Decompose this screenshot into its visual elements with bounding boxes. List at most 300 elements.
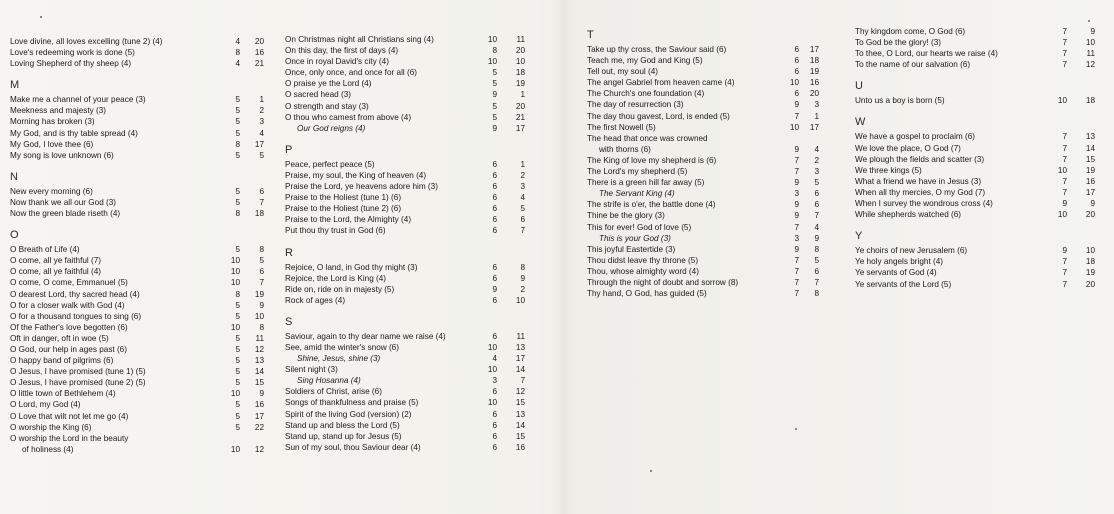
hymn-title: Tell out, my soul (4) xyxy=(587,67,658,77)
hymn-book-number: 5 xyxy=(235,106,240,116)
hymn-title: O God, our help in ages past (6) xyxy=(10,344,127,354)
hymn-entry xyxy=(10,128,268,139)
hymn-title: We three kings (5) xyxy=(855,165,922,175)
hymn-page-number: 12 xyxy=(254,444,264,454)
hymn-book-number: 6 xyxy=(492,215,497,225)
hymn-page-number: 1 xyxy=(520,159,525,169)
hymn-book-number: 5 xyxy=(235,186,240,196)
paper-speck xyxy=(650,470,652,472)
hymn-page-number: 13 xyxy=(1085,132,1095,142)
hymn-page-number: 14 xyxy=(515,420,525,430)
hymn-page-number: 16 xyxy=(809,78,819,88)
hymn-book-number: 4 xyxy=(235,37,240,46)
hymn-entry xyxy=(285,34,535,45)
hymn-entry xyxy=(587,288,819,299)
hymn-entry xyxy=(285,386,535,397)
hymn-entry xyxy=(855,154,1105,165)
hymn-title: O dearest Lord, thy sacred head (4) xyxy=(10,289,140,299)
hymn-title: O happy band of pilgrims (6) xyxy=(10,356,114,366)
hymn-book-number: 7 xyxy=(794,289,799,299)
hymn-entry xyxy=(285,112,535,123)
hymn-title: Stand up, stand up for Jesus (5) xyxy=(285,431,402,441)
hymn-page-number: 5 xyxy=(259,256,264,266)
hymn-page-number: 12 xyxy=(515,387,525,397)
hymn-book-number: 7 xyxy=(1062,279,1067,289)
hymn-entry xyxy=(285,45,535,56)
hymn-book-number: 7 xyxy=(1062,268,1067,278)
hymn-entry xyxy=(10,333,268,344)
hymn-page-number: 15 xyxy=(254,378,264,388)
hymn-book-number: 9 xyxy=(492,90,497,100)
hymn-book-number: 5 xyxy=(235,245,240,255)
hymn-title: Ye servants of the Lord (5) xyxy=(855,279,952,289)
hymn-title: O come, O come, Emmanuel (5) xyxy=(10,278,128,288)
hymn-page-number: 7 xyxy=(520,226,525,236)
hymn-book-number: 9 xyxy=(1062,199,1067,209)
hymn-entry xyxy=(285,56,535,67)
hymn-page-number: 3 xyxy=(814,167,819,177)
hymn-title: Rock of ages (4) xyxy=(285,295,346,305)
hymn-entry xyxy=(10,58,268,69)
hymn-book-number: 6 xyxy=(492,193,497,203)
hymn-book-number: 5 xyxy=(492,79,497,89)
hymn-title: There is a green hill far away (5) xyxy=(587,178,705,188)
hymn-book-number: 10 xyxy=(1057,165,1067,175)
hymn-title: Ye choirs of new Jerusalem (6) xyxy=(855,246,968,256)
hymn-entry xyxy=(855,198,1105,209)
hymn-page-number: 11 xyxy=(516,35,525,44)
hymn-title: The Lord's my shepherd (5) xyxy=(587,167,688,177)
hymn-page-number: 20 xyxy=(254,37,264,46)
hymn-page-number: 22 xyxy=(254,422,264,432)
hymn-page-number: 8 xyxy=(259,245,264,255)
hymn-entry xyxy=(10,322,268,333)
hymn-page-number: 14 xyxy=(515,365,525,375)
hymn-entry xyxy=(587,99,819,110)
hymn-title: The first Nowell (5) xyxy=(587,122,656,132)
hymn-page-number: 6 xyxy=(814,189,819,199)
hymn-page-number: 3 xyxy=(259,117,264,127)
hymn-title: We love the place, O God (7) xyxy=(855,143,961,153)
hymn-title: What a friend we have in Jesus (3) xyxy=(855,176,982,186)
hymn-entry xyxy=(855,165,1105,176)
hymn-page-number: 4 xyxy=(520,193,525,203)
hymn-page-number: 9 xyxy=(259,300,264,310)
hymn-page-number: 19 xyxy=(1085,268,1095,278)
hymn-page-number: 17 xyxy=(1085,187,1095,197)
section-letter-t: T xyxy=(587,29,595,41)
hymn-page-number: 8 xyxy=(814,289,819,299)
hymn-book-number: 10 xyxy=(230,322,240,332)
hymn-book-number: 5 xyxy=(235,422,240,432)
hymn-page-number: 18 xyxy=(515,68,525,78)
hymn-title: O come, all ye faithful (7) xyxy=(10,256,102,266)
hymn-page-number: 7 xyxy=(259,278,264,288)
hymn-page-number: 17 xyxy=(809,45,819,54)
hymn-book-number: 6 xyxy=(492,331,497,341)
hymn-title: The King of love my shepherd is (6) xyxy=(587,155,717,165)
hymn-book-number: 5 xyxy=(235,333,240,343)
hymn-page-number: 5 xyxy=(814,255,819,265)
hymn-page-number: 9 xyxy=(1090,27,1095,36)
hymn-entry xyxy=(285,273,535,284)
hymn-page-number: 14 xyxy=(254,367,264,377)
hymn-book-number: 5 xyxy=(235,300,240,310)
hymn-book-number: 10 xyxy=(230,278,240,288)
hymn-title: Once, only once, and once for all (6) xyxy=(285,68,417,78)
hymn-title: Ye holy angels bright (4) xyxy=(855,257,943,267)
hymn-title: On this day, the first of days (4) xyxy=(285,46,399,56)
hymn-title: See, amid the winter's snow (6) xyxy=(285,342,399,352)
hymn-book-number: 7 xyxy=(794,266,799,276)
hymn-book-number: 10 xyxy=(230,267,240,277)
hymn-title: Our God reigns (4) xyxy=(297,123,366,133)
hymn-book-number: 8 xyxy=(235,48,240,58)
hymn-book-number: 5 xyxy=(235,400,240,410)
hymn-book-number: 7 xyxy=(1062,176,1067,186)
section-letter-m: M xyxy=(10,79,20,92)
hymn-title: The day of resurrection (3) xyxy=(587,100,684,110)
hymn-book-number: 7 xyxy=(794,255,799,265)
hymn-title: The strife is o'er, the battle done (4) xyxy=(587,200,716,210)
hymn-book-number: 9 xyxy=(492,284,497,294)
hymn-page-number: 9 xyxy=(520,273,525,283)
hymn-title: Thy hand, O God, has guided (5) xyxy=(587,289,707,299)
hymn-entry xyxy=(10,311,268,322)
hymn-page-number: 18 xyxy=(809,56,819,66)
hymn-title: On Christmas night all Christians sing (4) xyxy=(285,35,434,44)
hymn-title: While shepherds watched (6) xyxy=(855,210,962,220)
hymn-page-number: 6 xyxy=(814,200,819,210)
hymn-entry xyxy=(10,422,268,433)
hymn-book-number: 7 xyxy=(794,222,799,232)
hymn-entry xyxy=(855,279,1105,290)
hymn-page-number: 8 xyxy=(520,262,525,272)
hymn-book-number: 10 xyxy=(1057,96,1067,106)
hymn-book-number: 6 xyxy=(492,159,497,169)
hymn-title: O Jesus, I have promised (tune 2) (5) xyxy=(10,378,146,388)
hymn-page-number: 9 xyxy=(1090,199,1095,209)
hymn-page-number: 17 xyxy=(515,354,525,364)
hymn-page-number: 17 xyxy=(809,122,819,132)
hymn-entry xyxy=(285,203,535,214)
hymn-title: Unto us a boy is born (5) xyxy=(855,96,945,106)
hymn-title: Saviour, again to thy dear name we raise (4) xyxy=(285,331,446,341)
hymn-page-number: 16 xyxy=(254,48,264,58)
hymn-book-number: 7 xyxy=(1062,154,1067,164)
hymn-title: Make me a channel of your peace (3) xyxy=(10,95,146,105)
hymn-entry xyxy=(855,37,1105,48)
hymn-book-number: 9 xyxy=(794,244,799,254)
hymn-entry xyxy=(855,267,1105,278)
hymn-page-number: 9 xyxy=(259,389,264,399)
hymn-title: Love divine, all loves excelling (tune 2) (4) xyxy=(10,37,163,46)
hymn-title: O Love that wilt not let me go (4) xyxy=(10,411,129,421)
hymn-book-number: 7 xyxy=(1062,187,1067,197)
hymn-title: Praise, my soul, the King of heaven (4) xyxy=(285,170,427,180)
hymn-entry xyxy=(855,131,1105,142)
index-column-3 xyxy=(587,29,819,299)
hymn-page-number: 17 xyxy=(254,411,264,421)
hymn-book-number: 10 xyxy=(230,256,240,266)
hymn-book-number: 6 xyxy=(794,67,799,77)
hymn-title: Shine, Jesus, shine (3) xyxy=(297,354,381,364)
hymn-title: Of the Father's love begotten (6) xyxy=(10,322,128,332)
hymn-entry xyxy=(855,26,1105,37)
hymn-title: O sacred head (3) xyxy=(285,90,351,100)
hymn-book-number: 6 xyxy=(492,170,497,180)
hymn-title: O for a closer walk with God (4) xyxy=(10,300,125,310)
hymn-page-number: 20 xyxy=(515,46,525,56)
hymn-book-number: 5 xyxy=(492,68,497,78)
hymn-title: Stand up and bless the Lord (5) xyxy=(285,420,400,430)
hymn-page-number: 15 xyxy=(515,431,525,441)
hymn-entry xyxy=(10,289,268,300)
hymn-book-number: 6 xyxy=(492,262,497,272)
hymn-entry xyxy=(10,186,268,197)
section-letter-o: O xyxy=(10,229,20,242)
hymn-book-number: 7 xyxy=(1062,143,1067,153)
hymn-book-number: 10 xyxy=(487,365,497,375)
hymn-page-number: 2 xyxy=(814,155,819,165)
hymn-title: Teach me, my God and King (5) xyxy=(587,56,703,66)
hymn-entry xyxy=(855,187,1105,198)
hymn-entry xyxy=(285,181,535,192)
hymn-page-number: 20 xyxy=(1085,279,1095,289)
hymn-title: O worship the King (6) xyxy=(10,422,92,432)
hymn-entry xyxy=(587,255,819,266)
hymn-page-number: 7 xyxy=(520,376,525,386)
hymn-entry xyxy=(285,192,535,203)
hymn-entry xyxy=(10,47,268,58)
hymn-entry xyxy=(10,344,268,355)
hymn-book-number: 5 xyxy=(235,197,240,207)
hymn-book-number: 10 xyxy=(789,122,799,132)
hymn-book-number: 8 xyxy=(235,139,240,149)
hymn-book-number: 6 xyxy=(492,442,497,452)
hymn-entry xyxy=(855,59,1105,70)
hymn-title: Meekness and majesty (3) xyxy=(10,106,107,116)
hymn-title: Praise to the Lord, the Almighty (4) xyxy=(285,215,412,225)
hymn-title: with thorns (6) xyxy=(599,144,651,154)
section-letter-u: U xyxy=(855,80,864,93)
hymn-title: Put thou thy trust in God (6) xyxy=(285,226,386,236)
hymn-entry xyxy=(285,364,535,375)
hymn-title: O thou who camest from above (4) xyxy=(285,112,412,122)
hymn-entry xyxy=(587,133,819,144)
hymn-book-number: 6 xyxy=(492,387,497,397)
hymn-entry xyxy=(285,397,535,408)
index-column-1 xyxy=(10,36,268,455)
hymn-entry xyxy=(285,284,535,295)
hymn-book-number: 9 xyxy=(794,178,799,188)
hymn-book-number: 10 xyxy=(487,57,497,67)
hymn-title: Through the night of doubt and sorrow (8) xyxy=(587,277,739,287)
hymn-page-number: 2 xyxy=(520,284,525,294)
hymn-entry xyxy=(285,159,535,170)
hymn-page-number: 7 xyxy=(814,277,819,287)
hymn-book-number: 5 xyxy=(235,378,240,388)
hymn-entry xyxy=(285,214,535,225)
hymn-entry xyxy=(285,78,535,89)
hymn-page-number: 2 xyxy=(520,170,525,180)
hymn-page-number: 8 xyxy=(259,322,264,332)
hymn-page-number: 16 xyxy=(1085,176,1095,186)
hymn-title: My God, and is thy table spread (4) xyxy=(10,128,138,138)
paper-speck xyxy=(40,16,42,18)
hymn-title: The head that once was crowned xyxy=(587,133,708,143)
hymn-entry xyxy=(10,266,268,277)
hymn-entry xyxy=(587,88,819,99)
hymn-page-number: 13 xyxy=(515,342,525,352)
hymn-title: This is your God (3) xyxy=(599,233,671,243)
hymn-page-number: 6 xyxy=(814,266,819,276)
hymn-book-number: 5 xyxy=(235,128,240,138)
hymn-title: Peace, perfect peace (5) xyxy=(285,159,375,169)
hymn-title: Thy kingdom come, O God (6) xyxy=(855,27,966,36)
hymn-entry xyxy=(10,300,268,311)
hymn-book-number: 10 xyxy=(487,35,497,44)
hymn-entry xyxy=(587,210,819,221)
hymn-book-number: 8 xyxy=(235,209,240,219)
hymn-book-number: 10 xyxy=(1057,210,1067,220)
hymn-entry xyxy=(587,222,819,233)
hymn-entry xyxy=(10,94,268,105)
hymn-entry xyxy=(587,77,819,88)
hymn-book-number: 6 xyxy=(492,226,497,236)
hymn-entry xyxy=(855,245,1105,256)
hymn-book-number: 3 xyxy=(794,189,799,199)
hymn-book-number: 9 xyxy=(492,123,497,133)
hymn-book-number: 10 xyxy=(230,389,240,399)
hymn-title: The angel Gabriel from heaven came (4) xyxy=(587,78,735,88)
hymn-entry xyxy=(10,139,268,150)
hymn-page-number: 17 xyxy=(515,123,525,133)
hymn-title: O for a thousand tongues to sing (6) xyxy=(10,311,142,321)
hymn-title: Spirit of the living God (version) (2) xyxy=(285,409,412,419)
hymn-page-number: 5 xyxy=(259,150,264,160)
hymn-book-number: 4 xyxy=(235,59,240,69)
hymn-title: Oft in danger, oft in woe (5) xyxy=(10,333,109,343)
hymn-page-number: 1 xyxy=(814,111,819,121)
hymn-title: Praise to the Holiest (tune 1) (6) xyxy=(285,193,402,203)
index-column-4 xyxy=(855,26,1105,290)
hymn-book-number: 6 xyxy=(794,56,799,66)
hymn-title: Thine be the glory (3) xyxy=(587,211,665,221)
hymn-book-number: 3 xyxy=(794,233,799,243)
hymn-title: To God be the glory! (3) xyxy=(855,38,942,48)
hymn-book-number: 9 xyxy=(794,100,799,110)
hymn-entry xyxy=(587,233,819,244)
section-letter-n: N xyxy=(10,170,19,183)
hymn-book-number: 7 xyxy=(794,111,799,121)
hymn-entry xyxy=(587,244,819,255)
hymn-title: Praise to the Holiest (tune 2) (6) xyxy=(285,204,402,214)
hymn-book-number: 7 xyxy=(1062,132,1067,142)
section-letter-y: Y xyxy=(855,230,863,243)
hymn-book-number: 5 xyxy=(235,95,240,105)
hymn-page-number: 14 xyxy=(1085,143,1095,153)
hymn-title: Soldiers of Christ, arise (6) xyxy=(285,387,382,397)
hymn-page-number: 21 xyxy=(254,59,264,69)
hymn-entry xyxy=(10,105,268,116)
hymn-book-number: 9 xyxy=(1062,246,1067,256)
hymn-book-number: 10 xyxy=(789,78,799,88)
hymn-book-number: 9 xyxy=(794,211,799,221)
hymn-entry xyxy=(587,144,819,155)
hymn-page-number: 6 xyxy=(259,186,264,196)
hymn-title: The day thou gavest, Lord, is ended (5) xyxy=(587,111,730,121)
hymn-page-number: 5 xyxy=(814,178,819,188)
hymn-entry xyxy=(855,256,1105,267)
hymn-title: Loving Shepherd of thy sheep (4) xyxy=(10,59,132,69)
hymn-entry xyxy=(285,331,535,342)
hymn-entry xyxy=(10,444,268,455)
hymn-page-number: 20 xyxy=(515,101,525,111)
hymn-entry xyxy=(285,431,535,442)
hymn-page-number: 17 xyxy=(254,139,264,149)
hymn-book-number: 6 xyxy=(492,273,497,283)
hymn-book-number: 7 xyxy=(794,277,799,287)
hymn-entry xyxy=(855,209,1105,220)
hymn-page-number: 13 xyxy=(515,409,525,419)
hymn-page-number: 19 xyxy=(515,79,525,89)
hymn-page-number: 3 xyxy=(520,182,525,192)
hymn-entry xyxy=(10,197,268,208)
hymn-entry xyxy=(587,277,819,288)
paper-speck xyxy=(795,428,797,430)
hymn-entry xyxy=(587,266,819,277)
hymn-book-number: 6 xyxy=(492,431,497,441)
hymn-entry xyxy=(10,433,268,444)
hymn-title: O worship the Lord in the beauty xyxy=(10,433,129,443)
hymn-title: O praise ye the Lord (4) xyxy=(285,79,372,89)
hymn-book-number: 7 xyxy=(794,155,799,165)
hymn-entry xyxy=(285,123,535,134)
hymn-page-number: 21 xyxy=(515,112,525,122)
hymn-entry xyxy=(285,101,535,112)
hymn-page-number: 18 xyxy=(1085,96,1095,106)
hymn-book-number: 6 xyxy=(492,182,497,192)
hymn-page-number: 3 xyxy=(814,100,819,110)
hymn-book-number: 6 xyxy=(492,420,497,430)
hymn-book-number: 5 xyxy=(235,150,240,160)
hymn-title: Once in royal David's city (4) xyxy=(285,57,389,67)
hymn-entry xyxy=(10,36,268,47)
hymn-page-number: 4 xyxy=(259,128,264,138)
hymn-entry xyxy=(10,377,268,388)
hymn-page-number: 16 xyxy=(515,442,525,452)
hymn-title: My song is love unknown (6) xyxy=(10,150,114,160)
hymn-page-number: 20 xyxy=(1085,210,1095,220)
hymn-entry xyxy=(855,176,1105,187)
hymn-page-number: 4 xyxy=(814,144,819,154)
hymn-book-number: 6 xyxy=(492,409,497,419)
hymn-title: O come, all ye faithful (4) xyxy=(10,267,102,277)
hymn-title: We have a gospel to proclaim (6) xyxy=(855,132,975,142)
hymn-page-number: 8 xyxy=(814,244,819,254)
hymn-title: of holiness (4) xyxy=(22,444,74,454)
hymn-book-number: 5 xyxy=(235,344,240,354)
hymn-entry xyxy=(587,111,819,122)
hymn-book-number: 5 xyxy=(492,101,497,111)
hymn-entry xyxy=(10,208,268,219)
hymn-title: Songs of thankfulness and praise (5) xyxy=(285,398,419,408)
hymn-page-number: 12 xyxy=(1085,60,1095,70)
hymn-title: Silent night (3) xyxy=(285,365,338,375)
hymn-entry xyxy=(10,277,268,288)
hymn-entry xyxy=(587,155,819,166)
